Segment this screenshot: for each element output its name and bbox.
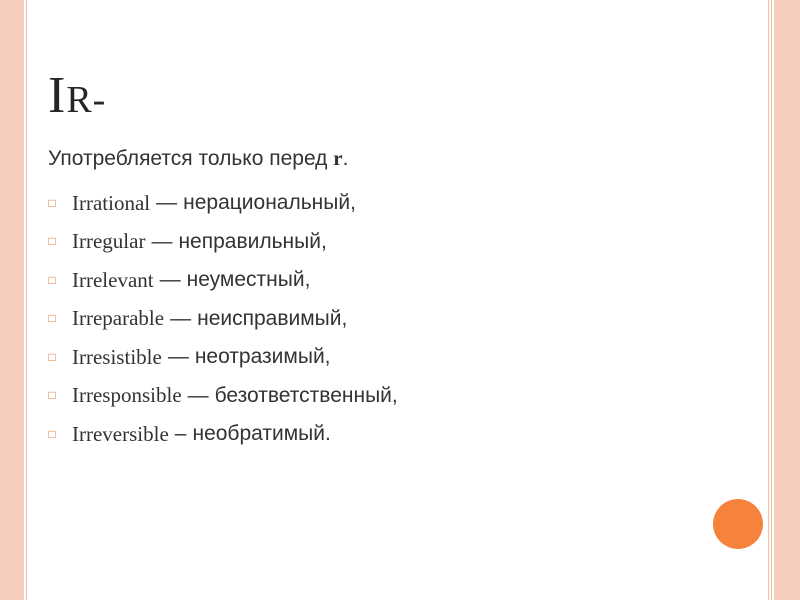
slide-title-capital: I xyxy=(48,67,67,124)
separator: — xyxy=(159,268,181,292)
term: Irrelevant xyxy=(72,267,154,292)
translation: неотразимый, xyxy=(194,345,331,369)
slide-title-rest: R- xyxy=(66,79,107,121)
list-bullet-icon: □ xyxy=(48,234,56,249)
separator: — xyxy=(167,345,189,369)
translation: неисправимый, xyxy=(197,306,348,330)
word-list xyxy=(44,184,398,454)
translation: безответственный, xyxy=(214,383,398,407)
separator: — xyxy=(156,191,178,215)
right-frame-line xyxy=(771,0,772,600)
list-bullet-icon: □ xyxy=(48,272,56,287)
separator: — xyxy=(187,383,209,407)
list-item xyxy=(44,415,398,454)
term: Irresponsible xyxy=(72,383,182,408)
slide-subtitle xyxy=(48,146,348,171)
right-frame-border xyxy=(774,0,800,600)
list-item xyxy=(44,338,398,377)
translation: неправильный, xyxy=(178,229,327,253)
term: Irrational xyxy=(72,190,151,215)
subtitle-letter: r xyxy=(333,146,343,170)
right-frame-line-inner xyxy=(768,0,769,600)
list-bullet-icon: □ xyxy=(48,349,56,364)
list-bullet-icon: □ xyxy=(48,311,56,326)
list-item xyxy=(44,377,398,416)
term: Irreparable xyxy=(72,306,165,331)
separator: — xyxy=(170,306,192,330)
list-bullet-icon: □ xyxy=(48,388,56,403)
term: Irregular xyxy=(72,229,146,254)
list-item xyxy=(44,261,398,300)
decorative-circle xyxy=(713,499,763,549)
list-bullet-icon: □ xyxy=(48,195,56,210)
translation: неуместный, xyxy=(186,268,311,292)
term: Irreversible xyxy=(72,421,169,446)
list-bullet-icon: □ xyxy=(48,426,56,441)
separator: – xyxy=(174,422,187,446)
translation: необратимый. xyxy=(192,422,331,446)
term: Irresistible xyxy=(72,344,162,369)
list-item xyxy=(44,300,398,339)
left-frame-line xyxy=(26,0,27,600)
slide-title xyxy=(48,66,106,125)
left-frame-border xyxy=(0,0,24,600)
translation: нерациональный, xyxy=(183,191,356,215)
subtitle-text: Употребляется только перед xyxy=(48,147,328,170)
separator: — xyxy=(151,229,173,253)
list-item xyxy=(44,223,398,262)
subtitle-end: . xyxy=(342,147,349,170)
list-item xyxy=(44,184,398,223)
